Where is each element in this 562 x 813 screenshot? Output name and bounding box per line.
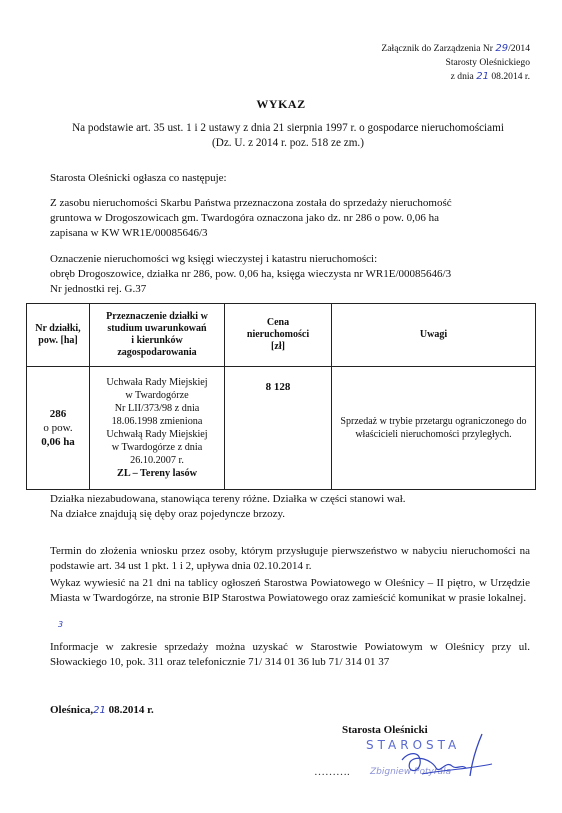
notes-line: właścicieli nieruchomości przyległych.: [355, 429, 512, 440]
annex-line-3: [381, 70, 530, 84]
purpose-line: 26.10.2007 r.: [130, 455, 184, 466]
header-nr-line: Nr działki,: [35, 323, 81, 334]
cell-notes: [332, 367, 536, 490]
official-stamp: STAROSTA: [366, 738, 461, 752]
header-nr-line: pow. [ha]: [38, 335, 78, 346]
header-purpose-line: Przeznaczenie działki w: [106, 311, 208, 322]
purpose-line: w Twardogórze z dnia: [111, 442, 203, 453]
designation-line: Oznaczenie nieruchomości wg księgi wieczystej i katastru nieruchomości:: [50, 253, 378, 265]
plot-description-line: Działka niezabudowana, stanowiąca tereny różne. Działka w części stanowi wał.: [50, 493, 406, 505]
annex-line-2: Starosty Oleśnickiego: [445, 57, 530, 68]
intro-line: zapisana w KW WR1E/00085646/3: [50, 227, 208, 239]
plot-description: [50, 492, 530, 522]
date-rest: 08.2014 r.: [105, 704, 154, 716]
header-purpose-line: i kierunków: [131, 335, 183, 346]
place-date: [50, 704, 154, 716]
cell-purpose: [90, 367, 225, 490]
designation-line: Nr jednostki rej. G.37: [50, 283, 147, 295]
table-row: [27, 367, 536, 490]
designation-line: obręb Drogoszowice, działka nr 286, pow. 0,06 ha, księga wieczysta nr WR1E/00085646/3: [50, 268, 452, 280]
handwritten-mark: 3: [58, 620, 64, 629]
header-purpose: [90, 304, 225, 367]
purpose-line: Uchwałą Rady Miejskiej: [106, 429, 208, 440]
place-name: Oleśnica,: [50, 704, 94, 716]
announcement: Starosta Oleśnicki ogłasza co następuje:: [50, 172, 227, 184]
header-price-line: nieruchomości: [246, 329, 310, 340]
parcel-number: 286: [49, 408, 67, 420]
signature-title: Starosta Oleśnicki: [342, 724, 428, 736]
document-title: WYKAZ: [256, 97, 306, 111]
parcel-area: 0,06 ha: [41, 436, 75, 448]
handwritten-order-number: 29: [495, 43, 509, 54]
header-notes: Uwagi: [332, 304, 536, 367]
annex-line-1: [381, 42, 530, 56]
intro-line: gruntowa w Drogoszowicach gm. Twardogóra oznaczona jako dz. nr 286 o pow. 0,06 ha: [50, 212, 440, 224]
intro-paragraph: [50, 196, 530, 241]
header-nr: [27, 304, 90, 367]
parcel-area-label: o pow.: [43, 422, 73, 434]
header-price: [225, 304, 332, 367]
purpose-line: w Twardogórze: [125, 390, 189, 401]
annex-reference: [381, 42, 530, 84]
stamp-name: Zbigniew Potyrała: [370, 767, 452, 777]
handwritten-date-day: 21: [93, 705, 106, 716]
annex-line-1-suffix: /2014: [508, 43, 530, 54]
header-price-line: [zł]: [271, 341, 285, 352]
signature-dots: ……….: [314, 766, 350, 778]
info-paragraph: Informacje w zakresie sprzedaży można uzyskać w Starostwie Powiatowym w Oleśnicy przy ul. Słowackiego 10, pok. 311 oraz telefonicznie 71/ 314 01 36 lub 71/ 314 01 37: [50, 641, 530, 668]
purpose-line: 18.06.1998 zmieniona: [111, 416, 203, 427]
notes-line: Sprzedaż w trybie przetargu ograniczonego do: [340, 416, 527, 427]
legal-basis: Na podstawie art. 35 ust. 1 i 2 ustawy z dnia 21 sierpnia 1997 r. o gospodarce nieruchomościami (Dz. U. z 2014 r. poz. 518 ze zm.): [72, 122, 504, 149]
designation-paragraph: [50, 252, 530, 297]
annex-line-1-prefix: Załącznik do Zarządzenia Nr: [381, 43, 496, 54]
cell-parcel: [27, 367, 90, 490]
handwritten-signature: [392, 730, 502, 782]
cell-price: 8 128: [225, 367, 332, 490]
handwritten-day: 21: [476, 71, 489, 82]
purpose-line: Uchwała Rady Miejskiej: [106, 377, 208, 388]
purpose-line: Nr LII/373/98 z dnia: [114, 403, 200, 414]
plot-description-line: Na działce znajdują się dęby oraz pojedyncze brzozy.: [50, 508, 286, 520]
annex-line-3-suffix: 08.2014 r.: [488, 71, 530, 82]
deadline-paragraph: Termin do złożenia wniosku przez osoby, którym przysługuje pierwszeństwo w nabyciu nieruchomości na podstawie art. 34 ust 1 pkt. 1 i 2, upływa dnia 02.10.2014 r.: [50, 545, 530, 572]
table-header-row: [27, 304, 536, 367]
header-purpose-line: zagospodarowania: [117, 347, 197, 358]
property-table: [26, 303, 536, 490]
purpose-zoning: ZL – Tereny lasów: [117, 468, 197, 479]
display-paragraph: Wykaz wywiesić na 21 dni na tablicy ogłoszeń Starostwa Powiatowego w Oleśnicy – II piętro, w Urzędzie Miasta w Twardogórze, na stronie BIP Starostwa Powiatowego oraz zamieścić komunikat w prasie lokalnej.: [50, 577, 530, 604]
intro-line: Z zasobu nieruchomości Skarbu Państwa przeznaczona została do sprzedaży nieruchomość: [50, 197, 452, 209]
header-purpose-line: studium uwarunkowań: [107, 323, 207, 334]
header-price-line: Cena: [266, 317, 290, 328]
annex-line-3-prefix: z dnia: [450, 71, 477, 82]
